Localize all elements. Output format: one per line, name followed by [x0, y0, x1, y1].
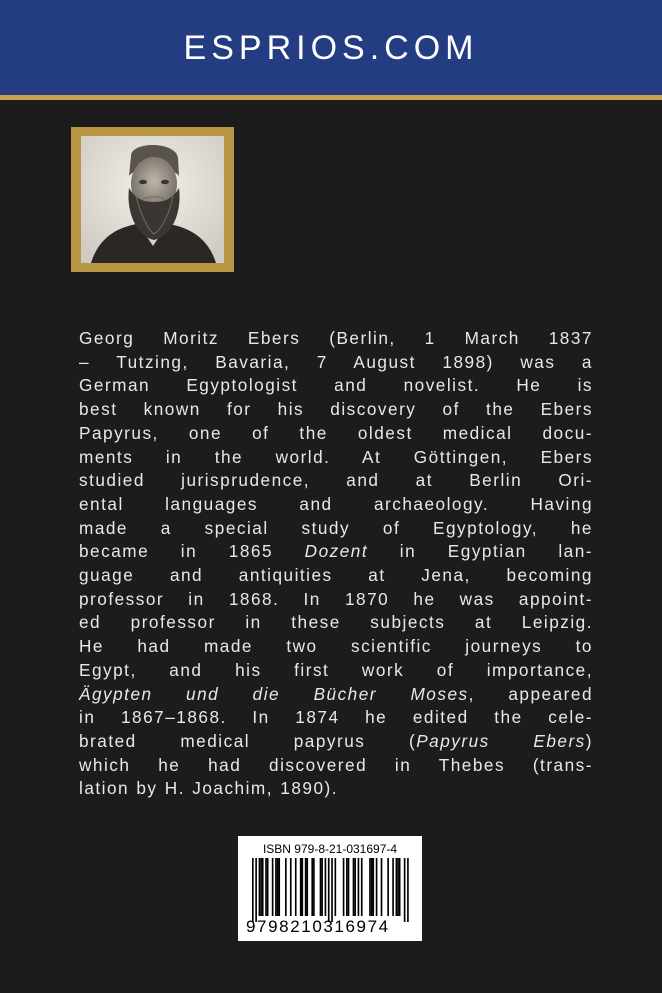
barcode-bar — [369, 858, 371, 916]
bio-italic-dozent: Dozent — [304, 541, 369, 562]
barcode-bar — [325, 858, 327, 916]
bio-line: lation by H. Joachim, 1890). — [79, 778, 339, 799]
gold-divider — [0, 95, 662, 100]
barcode-bar — [277, 858, 279, 916]
barcode-bar — [392, 858, 394, 916]
header-banner — [0, 0, 662, 95]
barcode-bar — [313, 858, 315, 916]
barcode-bar — [397, 858, 399, 916]
barcode-bar — [331, 858, 333, 922]
barcode-bar — [404, 858, 406, 922]
barcode-bar — [272, 858, 274, 916]
barcode-bar — [262, 858, 264, 916]
barcode-bar — [376, 858, 378, 916]
barcode-bar — [255, 858, 257, 922]
barcode-bar — [372, 858, 374, 916]
barcode-bar — [302, 858, 304, 916]
bio-text: ) — [585, 730, 593, 751]
barcode-bar — [387, 858, 389, 916]
bio-line: ental languages and archaeology. Having — [79, 493, 593, 514]
portrait-frame — [71, 127, 234, 272]
isbn-barcode — [238, 836, 422, 941]
barcode-bar — [260, 858, 262, 916]
barcode-bar — [320, 858, 322, 916]
biography-text — [79, 327, 593, 801]
bio-text: brated medical papyrus ( — [79, 730, 417, 751]
barcode-bar — [354, 858, 356, 916]
barcode-bar — [399, 858, 401, 916]
barcode-bar — [335, 858, 337, 916]
bio-text: became in 1865 — [79, 541, 305, 562]
barcode-bar — [381, 858, 383, 916]
barcode-bar — [300, 858, 302, 916]
bio-line: guage and antiquities at Jena, becoming — [79, 565, 593, 586]
bio-text: in Egyptian lan- — [399, 541, 593, 562]
barcode-bar — [371, 858, 373, 916]
bio-line: best known for his discovery of the Ebers — [79, 399, 593, 420]
barcode-bar — [278, 858, 280, 916]
bio-line: professor in 1868. In 1870 he was appoint- — [79, 588, 593, 609]
barcode-bar — [346, 858, 348, 916]
barcode-bar — [265, 858, 267, 916]
barcode-bar — [311, 858, 313, 916]
barcode-bar — [358, 858, 360, 916]
bio-line — [79, 730, 593, 754]
bio-line — [79, 540, 593, 564]
barcode-bar — [259, 858, 261, 916]
bio-line: studied jurisprudence, and at Berlin Ori- — [79, 470, 593, 491]
barcode-bar — [306, 858, 308, 916]
bio-line: Papyrus, one of the oldest medical docu- — [79, 422, 593, 443]
barcode-bar — [343, 858, 345, 916]
portrait-photo — [81, 136, 224, 263]
barcode-bar — [328, 858, 330, 922]
bio-line — [79, 683, 593, 707]
bio-line: German Egyptologist and novelist. He is — [79, 375, 593, 396]
barcode-bar — [275, 858, 277, 916]
barcode-bar — [348, 858, 350, 916]
barcode-bar — [252, 858, 254, 922]
barcode-bar — [267, 858, 269, 916]
barcode-bar — [321, 858, 323, 916]
isbn-label: ISBN 979-8-21-031697-4 — [262, 842, 398, 856]
bio-text: , appeared — [468, 683, 593, 704]
bio-line: made a special study of Egyptology, he — [79, 517, 593, 538]
bio-line: ed professor in these subjects at Leipzig. — [79, 612, 593, 633]
barcode-bar — [290, 858, 292, 916]
bio-line: in 1867–1868. In 1874 he edited the cele- — [79, 707, 593, 728]
barcode-digits: 9798210316974 — [246, 917, 390, 936]
bio-line: which he had discovered in Thebes (trans- — [79, 754, 593, 775]
bio-line: Egypt, and his first work of importance, — [79, 659, 593, 680]
barcode-bar — [295, 858, 297, 916]
portrait-image — [81, 136, 224, 263]
bio-italic-book: Ägypten und die Bücher Moses — [79, 683, 469, 704]
barcode-bar — [396, 858, 398, 916]
bio-line: He had made two scientific journeys to — [79, 636, 593, 657]
barcode-bar — [353, 858, 355, 916]
bio-line: ments in the world. At Göttingen, Ebers — [79, 446, 593, 467]
barcode-bar — [361, 858, 363, 916]
barcode-bar — [305, 858, 307, 916]
bio-italic-papyrus: Papyrus Ebers — [416, 730, 586, 751]
bio-line: Georg Moritz Ebers (Berlin, 1 March 1837 — [79, 328, 593, 348]
barcode-bar — [407, 858, 409, 922]
site-title: ESPRIOS.COM — [183, 29, 479, 67]
barcode-bar — [285, 858, 287, 916]
bio-line: – Tutzing, Bavaria, 7 August 1898) was a — [79, 351, 593, 372]
